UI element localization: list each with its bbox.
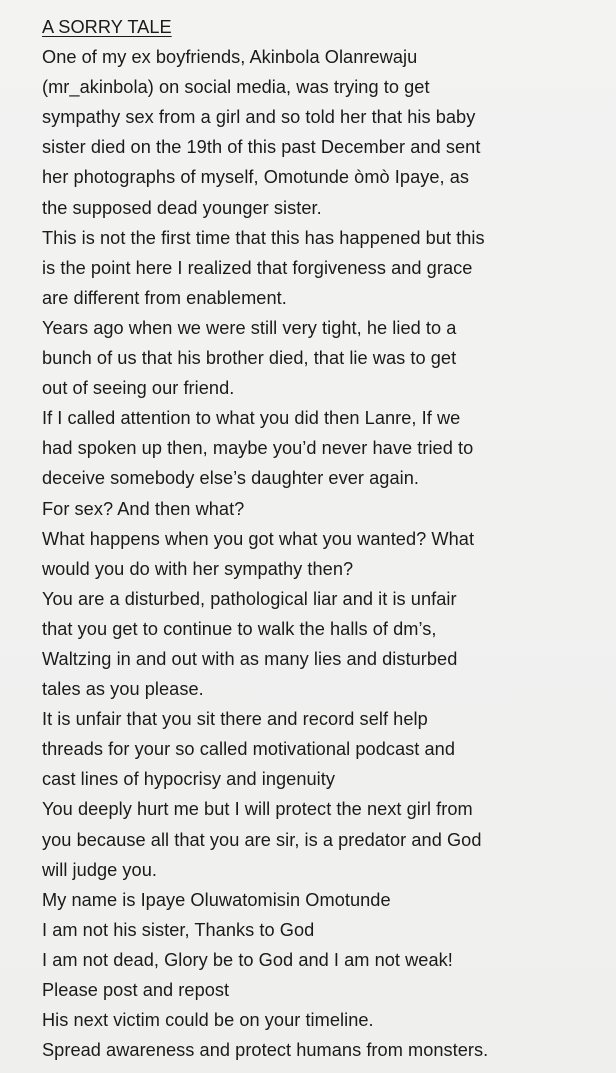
note-line: (mr_akinbola) on social media, was trying to get xyxy=(42,77,430,98)
note-line: the supposed dead younger sister. xyxy=(42,197,322,218)
note-line: would you do with her sympathy then? xyxy=(42,558,354,579)
note-line: cast lines of hypocrisy and ingenuity xyxy=(42,769,336,790)
note-line: sympathy sex from a girl and so told her that his baby xyxy=(42,107,476,128)
note-line: you because all that you are sir, is a predator and God xyxy=(42,829,482,850)
note-line: her photographs of myself, Omotunde òmò Ipaye, as xyxy=(42,167,470,188)
note-line: My name is Ipaye Oluwatomisin Omotunde xyxy=(42,889,391,910)
note-line: I am not dead, Glory be to God and I am not weak! xyxy=(42,949,453,970)
note-line: Please post and repost xyxy=(42,980,230,1000)
note-line: will judge you. xyxy=(42,859,157,880)
note-line: tales as you please. xyxy=(42,679,204,700)
note-line: Waltzing in and out with as many lies and disturbed xyxy=(42,648,458,669)
note-line: You are a disturbed, pathological liar and it is unfair xyxy=(42,588,457,609)
note-line: Spread awareness and protect humans from monsters. xyxy=(42,1040,489,1061)
note-body xyxy=(42,42,606,1065)
note-title: A SORRY TALE xyxy=(42,17,172,37)
note-line: that you get to continue to walk the halls of dm’s, xyxy=(42,618,437,639)
note-line: had spoken up then, maybe you’d never have tried to xyxy=(42,438,474,459)
note-line: If I called attention to what you did then Lanre, If we xyxy=(42,408,461,429)
note-line: I am not his sister, Thanks to God xyxy=(42,919,315,940)
note-line: are different from enablement. xyxy=(42,287,287,308)
note-line: His next victim could be on your timeline. xyxy=(42,1010,374,1031)
note-line: One of my ex boyfriends, Akinbola Olanrewaju xyxy=(42,47,418,68)
note-line: For sex? And then what? xyxy=(42,498,245,519)
note-line: What happens when you got what you wanted? What xyxy=(42,528,475,549)
note-line: It is unfair that you sit there and record self help xyxy=(42,709,428,730)
note-line: is the point here I realized that forgiveness and grace xyxy=(42,257,473,278)
note-line: bunch of us that his brother died, that lie was to get xyxy=(42,348,457,369)
note-line: You deeply hurt me but I will protect the next girl from xyxy=(42,799,473,820)
note-line: threads for your so called motivational podcast and xyxy=(42,739,456,760)
note-line: sister died on the 19th of this past December and sent xyxy=(42,137,481,158)
note-line: Years ago when we were still very tight, he lied to a xyxy=(42,317,457,338)
note-line: out of seeing our friend. xyxy=(42,378,235,399)
note-line: This is not the first time that this has happened but this xyxy=(42,227,485,248)
note-line: deceive somebody else’s daughter ever again. xyxy=(42,468,419,489)
